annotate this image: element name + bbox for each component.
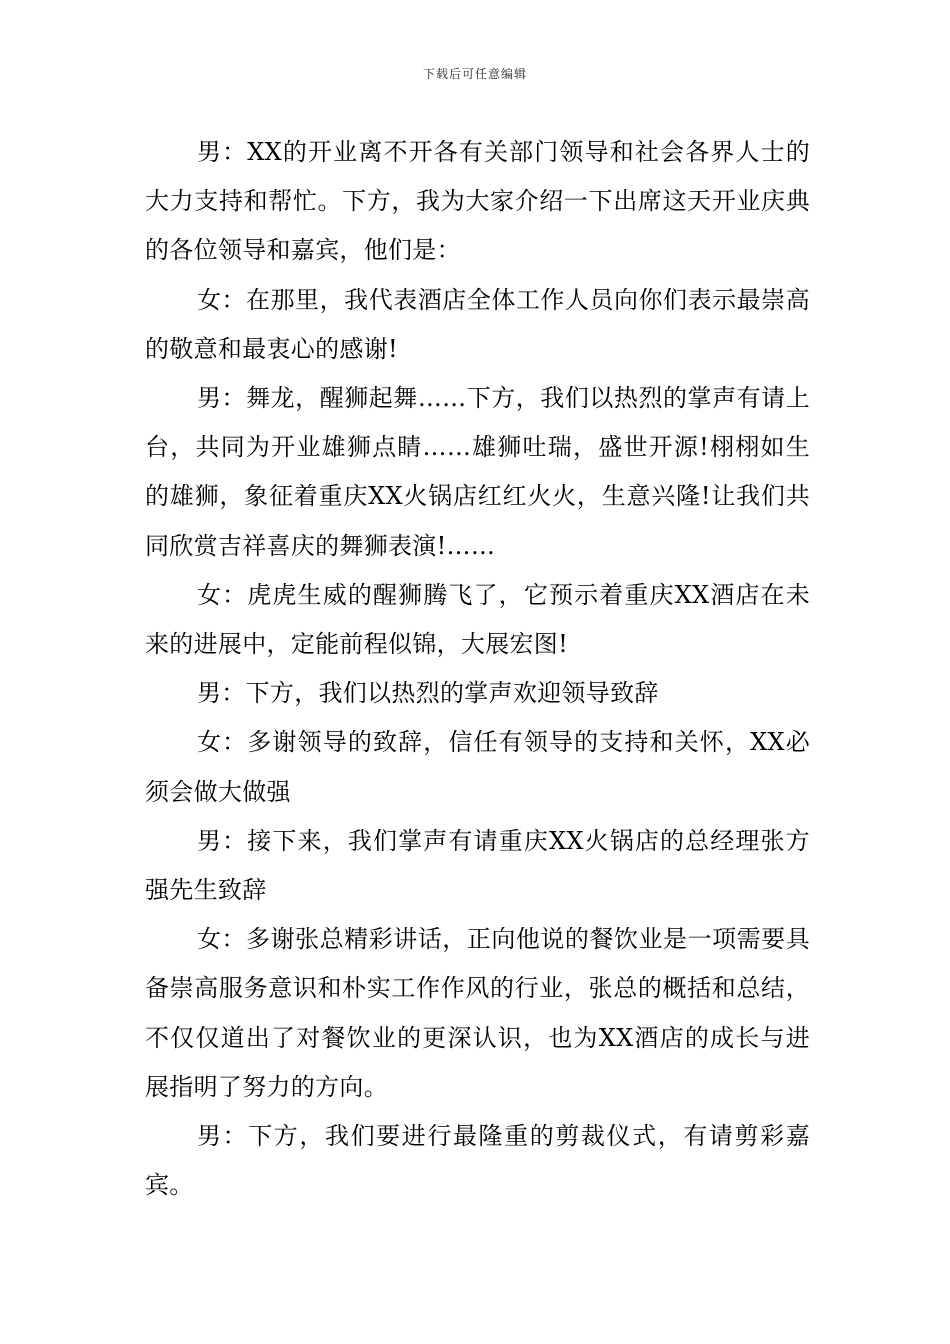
paragraph-manager-speech-invite: 男：接下来，我们掌声有请重庆XX火锅店的总经理张方强先生致辞 [145, 826, 810, 905]
paragraph-host-male-intro: 男：XX的开业离不开各有关部门领导和社会各界人士的大力支持和帮忙。下方，我为大家介绍一下出席这天开业庆典的各位领导和嘉宾，他们是： [145, 138, 810, 265]
paragraph-leader-speech-thanks: 女：多谢领导的致辞，信任有领导的支持和关怀，XX必须会做大做强 [145, 728, 810, 806]
paragraph-leader-speech-invite: 男：下方，我们以热烈的掌声欢迎领导致辞 [197, 679, 659, 708]
paragraph-ribbon-cutting: 男：下方，我们要进行最隆重的剪裁仪式，有请剪彩嘉宾。 [145, 1122, 810, 1200]
paragraph-lion-dance: 男：舞龙，醒狮起舞……下方，我们以热烈的掌声有请上台，共同为开业雄狮点睛……雄狮吐瑞，盛世开源!栩栩如生的雄狮，象征着重庆XX火锅店红红火火，生意兴隆!让我们共同欣赏吉祥喜庆的舞狮表演!…… [145, 384, 810, 560]
paragraph-lion-blessing: 女：虎虎生威的醒狮腾飞了，它预示着重庆XX酒店在未来的进展中，定能前程似锦，大展宏图! [145, 580, 810, 659]
page-header-note: 下载后可任意编辑 [422, 67, 527, 81]
document-body [145, 128, 810, 1210]
paragraph-manager-speech-thanks: 女：多谢张总精彩讲话，正向他说的餐饮业是一项需要具备崇高服务意识和朴实工作作风的行业，张总的概括和总结，不仅仅道出了对餐饮业的更深认识，也为XX酒店的成长与进展指明了努力的方向。 [145, 925, 810, 1101]
paragraph-host-female-thanks: 女：在那里，我代表酒店全体工作人员向你们表示最崇高的敬意和最衷心的感谢! [145, 285, 810, 363]
